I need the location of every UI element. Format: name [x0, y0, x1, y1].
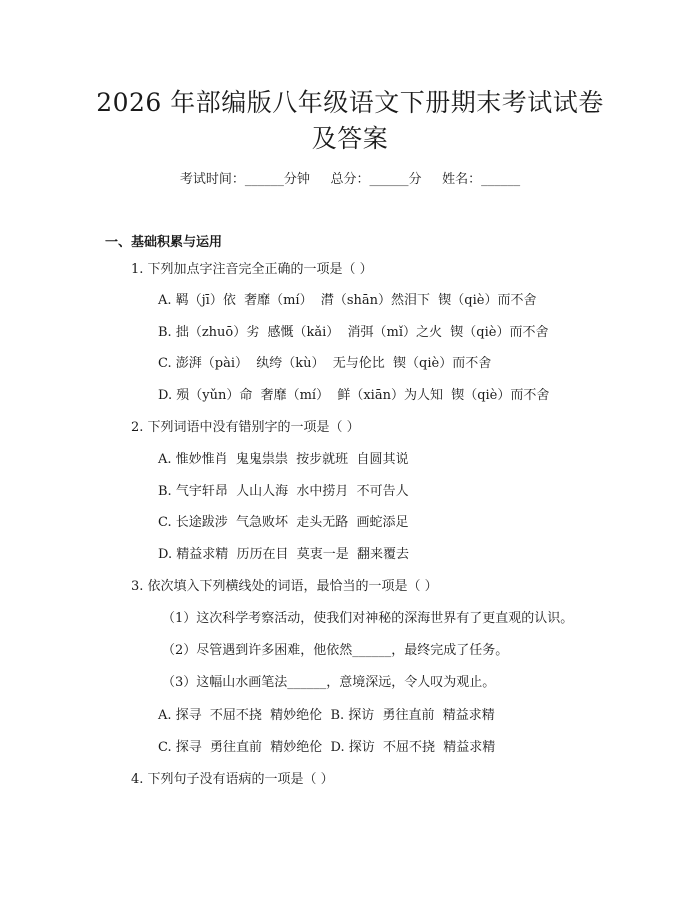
question-3-options-cd: C. 探寻 勇往直前 精妙绝伦 D. 探访 不屈不挠 精益求精 [158, 740, 496, 755]
question-3-sentence-2: （2）尽管遇到许多困难，他依然______，最终完成了任务。 [162, 643, 509, 658]
question-2-option-b: B. 气宇轩昂 人山人海 水中捞月 不可告人 [158, 484, 409, 499]
question-1-stem: 1. 下列加点字注音完全正确的一项是（ ） [131, 262, 373, 277]
section-title-basics: 一、基础积累与运用 [105, 235, 223, 250]
question-2-option-c: C. 长途跋涉 气急败坏 走头无路 画蛇添足 [158, 515, 409, 530]
exam-title-line2: 及答案 [311, 124, 389, 153]
question-2-stem: 2. 下列词语中没有错别字的一项是（ ） [131, 420, 360, 435]
exam-title-line1: 2026 年部编版八年级语文下册期末考试试卷 [96, 88, 604, 117]
question-1-option-b: B. 拙（zhuō）劣 感慨（kǎi） 消弭（mǐ）之火 锲（qiè）而不舍 [158, 325, 549, 340]
question-3-options-ab: A. 探寻 不屈不挠 精妙绝伦 B. 探访 勇往直前 精益求精 [158, 708, 495, 723]
question-3-sentence-3: （3）这幅山水画笔法______，意境深远，令人叹为观止。 [162, 675, 496, 690]
question-3-stem: 3. 依次填入下列横线处的词语，最恰当的一项是（ ） [131, 579, 438, 594]
question-1-option-a: A. 羁（jī）依 奢靡（mí） 潸（shān）然泪下 锲（qiè）而不舍 [158, 293, 537, 308]
question-1-option-c: C. 澎湃（pài） 纨绔（kù） 无与伦比 锲（qiè）而不舍 [158, 356, 492, 371]
exam-info-line: 考试时间：______分钟 总分：______分 姓名：______ [179, 172, 521, 187]
question-4-stem: 4. 下列句子没有语病的一项是（ ） [131, 772, 334, 787]
question-1-option-d: D. 殒（yǔn）命 奢靡（mí） 鲜（xiān）为人知 锲（qiè）而不舍 [158, 388, 550, 403]
question-2-option-d: D. 精益求精 历历在目 莫衷一是 翻来覆去 [158, 547, 410, 562]
question-3-sentence-1: （1）这次科学考察活动，使我们对神秘的深海世界有了更直观的认识。 [162, 611, 574, 626]
question-2-option-a: A. 惟妙惟肖 鬼鬼祟祟 按步就班 自圆其说 [158, 452, 409, 467]
